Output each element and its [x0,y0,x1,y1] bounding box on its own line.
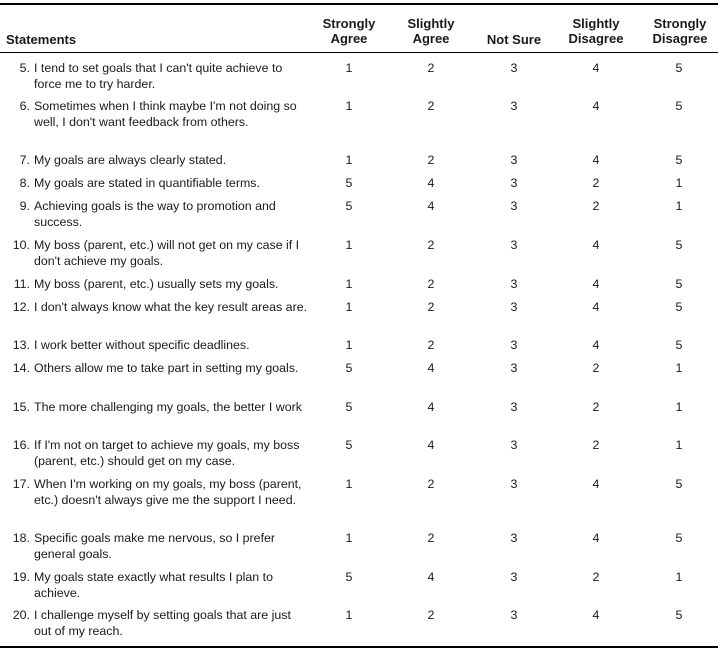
statement-cell [6,299,311,315]
score-strongly-agree: 5 [345,176,353,190]
statement-number: 9. [19,199,30,213]
score-not-sure: 3 [510,608,518,622]
score-slightly-disagree: 4 [592,531,600,545]
score-slightly-disagree: 2 [592,438,600,452]
statement-text: I don't always know what the key result areas are. [34,300,308,314]
score-slightly-disagree: 2 [592,400,600,414]
score-not-sure: 3 [510,99,518,113]
statement-number: 14. [12,361,30,375]
score-not-sure: 3 [510,277,518,291]
score-strongly-disagree: 5 [675,338,683,352]
score-strongly-agree: 1 [345,608,353,622]
score-strongly-agree: 1 [345,338,353,352]
statement-number: 8. [19,176,30,190]
statement-text: If I'm not on target to achieve my goals, my boss (parent, etc.) should get on my case. [34,438,300,468]
score-slightly-disagree: 4 [592,608,600,622]
statement-text: When I'm working on my goals, my boss (parent, etc.) doesn't always give me the support I need. [34,477,302,507]
score-strongly-disagree: 1 [675,176,683,190]
header-slightly-agree-line2: Agree [412,31,450,46]
score-slightly-disagree: 4 [592,99,600,113]
statement-text: My boss (parent, etc.) usually sets my goals. [34,277,279,291]
header-slightly-disagree-line1: Slightly [572,16,620,31]
score-not-sure: 3 [510,338,518,352]
score-slightly-disagree: 4 [592,61,600,75]
score-strongly-disagree: 5 [675,153,683,167]
statement-number: 12. [12,300,30,314]
score-slightly-agree: 2 [427,61,435,75]
statement-cell [6,399,311,415]
statement-number: 10. [12,238,30,252]
header-not-sure: Not Sure [486,32,542,47]
score-strongly-agree: 1 [345,531,353,545]
score-slightly-agree: 2 [427,238,435,252]
statement-text: I challenge myself by setting goals that are just out of my reach. [34,608,291,638]
header-slightly-agree [396,16,466,46]
statement-text: I tend to set goals that I can't quite achieve to force me to try harder. [34,61,283,91]
statement-cell [6,437,311,469]
score-strongly-agree: 1 [345,153,353,167]
score-slightly-agree: 2 [427,477,435,491]
score-strongly-disagree: 5 [675,99,683,113]
header-strongly-agree-line2: Agree [330,31,368,46]
score-not-sure: 3 [510,477,518,491]
bottom-rule [0,646,718,648]
statement-cell [6,569,311,601]
score-slightly-agree: 4 [427,361,435,375]
score-strongly-disagree: 1 [675,438,683,452]
score-not-sure: 3 [510,400,518,414]
statement-text: Achieving goals is the way to promotion and success. [34,199,276,229]
score-slightly-agree: 2 [427,531,435,545]
score-strongly-agree: 1 [345,300,353,314]
score-strongly-agree: 1 [345,277,353,291]
score-slightly-disagree: 4 [592,477,600,491]
header-slightly-agree-line1: Slightly [407,16,455,31]
statement-cell [6,152,311,168]
statement-cell [6,237,311,269]
score-slightly-agree: 4 [427,438,435,452]
score-strongly-disagree: 5 [675,477,683,491]
statement-number: 16. [12,438,30,452]
score-slightly-agree: 2 [427,608,435,622]
score-strongly-disagree: 1 [675,400,683,414]
score-strongly-disagree: 1 [675,199,683,213]
score-strongly-disagree: 5 [675,238,683,252]
score-slightly-agree: 2 [427,300,435,314]
top-rule [0,3,718,5]
score-slightly-disagree: 2 [592,570,600,584]
statement-cell [6,607,311,639]
statement-number: 6. [19,99,30,113]
statement-text: My boss (parent, etc.) will not get on my case if I don't achieve my goals. [34,238,300,268]
header-statements: Statements [6,32,77,47]
statement-text: Others allow me to take part in setting my goals. [34,361,299,375]
statement-text: Specific goals make me nervous, so I prefer general goals. [34,531,276,561]
header-strongly-disagree [640,16,720,46]
score-strongly-agree: 1 [345,61,353,75]
score-slightly-agree: 4 [427,176,435,190]
statement-text: My goals are stated in quantifiable terms. [34,176,260,190]
score-strongly-agree: 5 [345,361,353,375]
score-strongly-agree: 5 [345,570,353,584]
score-slightly-agree: 2 [427,99,435,113]
header-strongly-agree [314,16,384,46]
score-not-sure: 3 [510,238,518,252]
statement-text: My goals are always clearly stated. [34,153,227,167]
statement-cell [6,60,311,92]
score-strongly-disagree: 5 [675,300,683,314]
score-slightly-disagree: 4 [592,277,600,291]
header-strongly-agree-line1: Strongly [322,16,376,31]
score-not-sure: 3 [510,61,518,75]
statement-cell [6,98,311,130]
score-slightly-agree: 2 [427,277,435,291]
score-strongly-agree: 5 [345,438,353,452]
statement-cell [6,530,311,562]
statement-number: 15. [12,400,30,414]
statement-cell [6,476,311,508]
score-strongly-agree: 1 [345,99,353,113]
score-not-sure: 3 [510,438,518,452]
score-not-sure: 3 [510,361,518,375]
score-slightly-disagree: 4 [592,300,600,314]
score-not-sure: 3 [510,300,518,314]
score-not-sure: 3 [510,531,518,545]
score-strongly-agree: 5 [345,400,353,414]
statement-text: The more challenging my goals, the better I work [34,400,302,414]
statement-cell [6,175,311,191]
score-strongly-disagree: 1 [675,570,683,584]
statement-number: 17. [12,477,30,491]
header-slightly-disagree [556,16,636,46]
score-slightly-disagree: 2 [592,176,600,190]
score-strongly-disagree: 5 [675,608,683,622]
header-strongly-disagree-line1: Strongly [653,16,707,31]
score-slightly-disagree: 4 [592,338,600,352]
statement-cell [6,337,311,353]
statement-text: I work better without specific deadlines. [34,338,250,352]
score-strongly-disagree: 5 [675,61,683,75]
score-slightly-disagree: 4 [592,153,600,167]
header-strongly-disagree-line2: Disagree [652,31,708,46]
statement-number: 13. [12,338,30,352]
header-rule [0,52,718,53]
statement-number: 11. [13,277,30,291]
score-not-sure: 3 [510,199,518,213]
statement-number: 18. [12,531,30,545]
score-strongly-disagree: 1 [675,361,683,375]
score-slightly-agree: 4 [427,570,435,584]
score-slightly-agree: 2 [427,153,435,167]
score-strongly-agree: 1 [345,238,353,252]
statement-text: My goals state exactly what results I plan to achieve. [34,570,273,600]
statement-cell [6,276,311,292]
score-not-sure: 3 [510,176,518,190]
header-slightly-disagree-line2: Disagree [568,31,624,46]
score-slightly-agree: 4 [427,400,435,414]
statement-number: 20. [12,608,30,622]
score-strongly-agree: 1 [345,477,353,491]
score-strongly-agree: 5 [345,199,353,213]
score-not-sure: 3 [510,570,518,584]
score-slightly-agree: 4 [427,199,435,213]
statement-cell [6,360,311,376]
score-strongly-disagree: 5 [675,277,683,291]
statement-number: 19. [12,570,30,584]
score-slightly-agree: 2 [427,338,435,352]
statement-cell [6,198,311,230]
score-slightly-disagree: 2 [592,361,600,375]
statement-number: 5. [19,61,30,75]
score-not-sure: 3 [510,153,518,167]
statement-number: 7. [19,153,30,167]
score-slightly-disagree: 2 [592,199,600,213]
score-slightly-disagree: 4 [592,238,600,252]
statement-text: Sometimes when I think maybe I'm not doing so well, I don't want feedback from others. [34,99,297,129]
score-strongly-disagree: 5 [675,531,683,545]
